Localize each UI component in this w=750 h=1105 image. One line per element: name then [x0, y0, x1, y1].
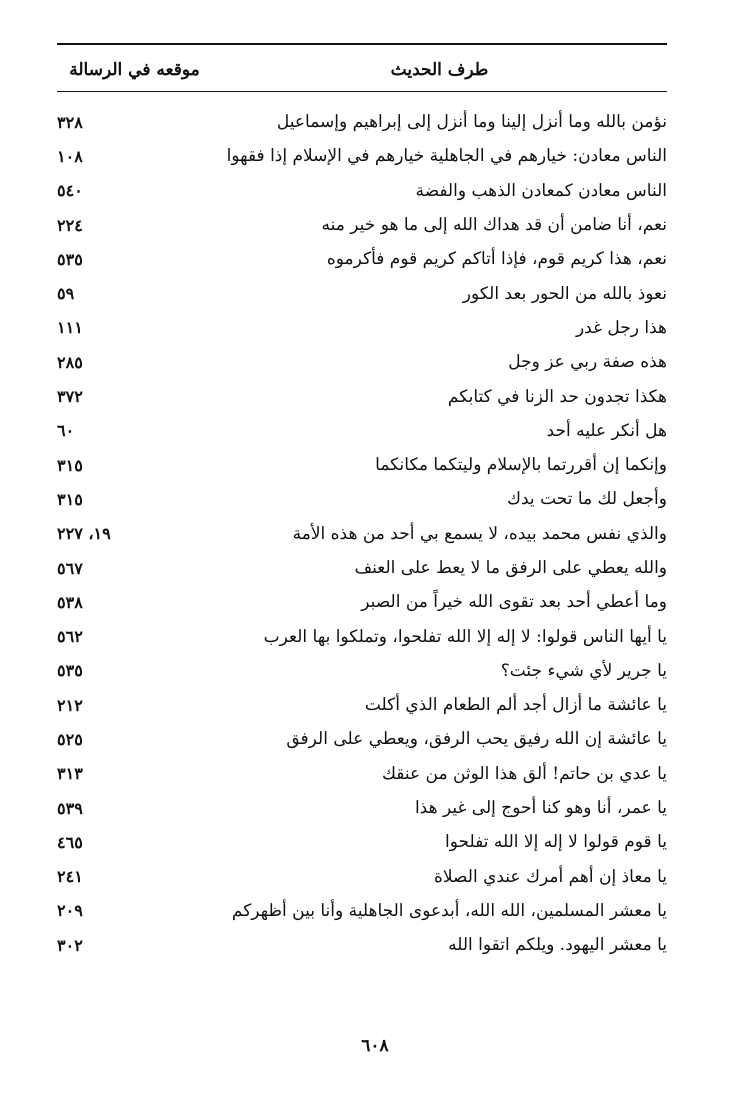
hadith-text: يا قوم قولوا لا إله إلا الله تفلحوا: [445, 832, 667, 853]
table-row: [57, 928, 667, 962]
position-number: ٥٣٥: [57, 661, 83, 681]
position-number: ٤٦٥: [57, 832, 83, 852]
top-rule: [57, 43, 667, 45]
table-row: [57, 105, 667, 139]
table-row: [57, 860, 667, 894]
hadith-index-table: [57, 105, 667, 962]
table-row: [57, 619, 667, 653]
table-row: [57, 379, 667, 413]
position-number: ٣١٥: [57, 489, 83, 509]
hadith-text: نؤمن بالله وما أنزل إلينا وما أنزل إلى إبراهيم وإسماعيل: [276, 112, 667, 133]
position-column-header: موقعه في الرسالة: [69, 60, 200, 80]
table-row: [57, 654, 667, 688]
hadith-text: وما أعطي أحد بعد تقوى الله خيراً من الصبر: [361, 592, 667, 613]
position-number: ٥٦٢: [57, 627, 83, 647]
hadith-text: والذي نفس محمد بيده، لا يسمع بي أحد من هذه الأمة: [292, 523, 667, 544]
position-number: ١٠٨: [57, 146, 83, 166]
hadith-text: نعم، أنا ضامن أن قد هداك الله إلى ما هو خير منه: [321, 215, 667, 236]
position-number: ٣٠٢: [57, 935, 83, 955]
hadith-text: نعم، هذا كريم قوم، فإذا أتاكم كريم قوم فأكرموه: [326, 249, 667, 270]
table-row: [57, 551, 667, 585]
hadith-text: هذا رجل غدر: [575, 317, 667, 338]
table-row: [57, 722, 667, 756]
hadith-text: يا عمر، أنا وهو كنا أحوج إلى غير هذا: [414, 798, 667, 819]
table-row: [57, 757, 667, 791]
position-number: ٥٢٥: [57, 729, 83, 749]
header-rule: [57, 91, 667, 92]
hadith-text: يا أيها الناس قولوا: لا إله إلا الله تفلحوا، وتملكوا بها العرب: [263, 626, 667, 647]
position-number: ٢٠٩: [57, 901, 83, 921]
hadith-text: هذه صفة ربي عز وجل: [508, 352, 667, 373]
position-number: ٢٤١: [57, 867, 83, 887]
table-row: [57, 448, 667, 482]
table-row: [57, 345, 667, 379]
position-number: ١٩، ٢٢٧: [57, 524, 111, 544]
hadith-text: نعوذ بالله من الحور بعد الكور: [462, 283, 667, 304]
hadith-text: يا معشر اليهود. ويلكم اتقوا الله: [448, 935, 667, 956]
position-number: ٥٣٨: [57, 592, 83, 612]
position-number: ٣١٣: [57, 764, 83, 784]
position-number: ٥٣٩: [57, 798, 83, 818]
position-number: ٥٣٥: [57, 249, 83, 269]
position-number: ٣٧٢: [57, 387, 83, 407]
hadith-text: هكذا تجدون حد الزنا في كتابكم: [447, 386, 667, 407]
position-number: ٢٨٥: [57, 352, 83, 372]
table-row: [57, 482, 667, 516]
position-number: ٥٩: [57, 284, 75, 304]
table-header: [57, 55, 667, 85]
hadith-text: يا عائشة إن الله رفيق يحب الرفق، ويعطي على الرفق: [286, 729, 667, 750]
position-number: ٣٢٨: [57, 112, 83, 132]
page-number: ٦٠٨: [361, 1036, 389, 1056]
table-row: [57, 208, 667, 242]
table-row: [57, 894, 667, 928]
table-row: [57, 791, 667, 825]
table-row: [57, 242, 667, 276]
table-row: [57, 825, 667, 859]
hadith-text: يا عدي بن حاتم! ألق هذا الوثن من عنقك: [381, 763, 667, 784]
position-number: ٣١٥: [57, 455, 83, 475]
table-row: [57, 276, 667, 310]
hadith-text: الناس معادن كمعادن الذهب والفضة: [415, 180, 667, 201]
hadith-text: وأجعل لك ما تحت يدك: [507, 489, 667, 510]
position-number: ٥٤٠: [57, 181, 83, 201]
hadith-text: يا عائشة ما أزال أجد ألم الطعام الذي أكلت: [364, 695, 667, 716]
table-row: [57, 688, 667, 722]
hadith-text: يا معاذ إن أهم أمرك عندي الصلاة: [433, 866, 667, 887]
table-row: [57, 311, 667, 345]
position-number: ٢٢٤: [57, 215, 83, 235]
hadith-text: يا جرير لأي شيء جئت؟: [500, 660, 667, 681]
table-row: [57, 585, 667, 619]
table-row: [57, 414, 667, 448]
table-row: [57, 139, 667, 173]
table-row: [57, 517, 667, 551]
table-row: [57, 174, 667, 208]
position-number: ٥٦٧: [57, 558, 83, 578]
hadith-text: يا معشر المسلمين، الله الله، أبدعوى الجاهلية وأنا بين أظهركم: [231, 900, 667, 921]
position-number: ٦٠: [57, 421, 75, 441]
hadith-column-header: طرف الحديث: [390, 60, 489, 80]
hadith-text: والله يعطي على الرفق ما لا يعط على العنف: [354, 558, 667, 578]
position-number: ١١١: [57, 318, 83, 338]
hadith-text: وإنكما إن أقررتما بالإسلام وليتكما مكانكما: [375, 455, 667, 476]
hadith-text: الناس معادن: خيارهم في الجاهلية خيارهم في الإسلام إذا فقهوا: [226, 146, 667, 167]
hadith-text: هل أنكر عليه أحد: [546, 420, 667, 441]
position-number: ٢١٢: [57, 695, 83, 715]
